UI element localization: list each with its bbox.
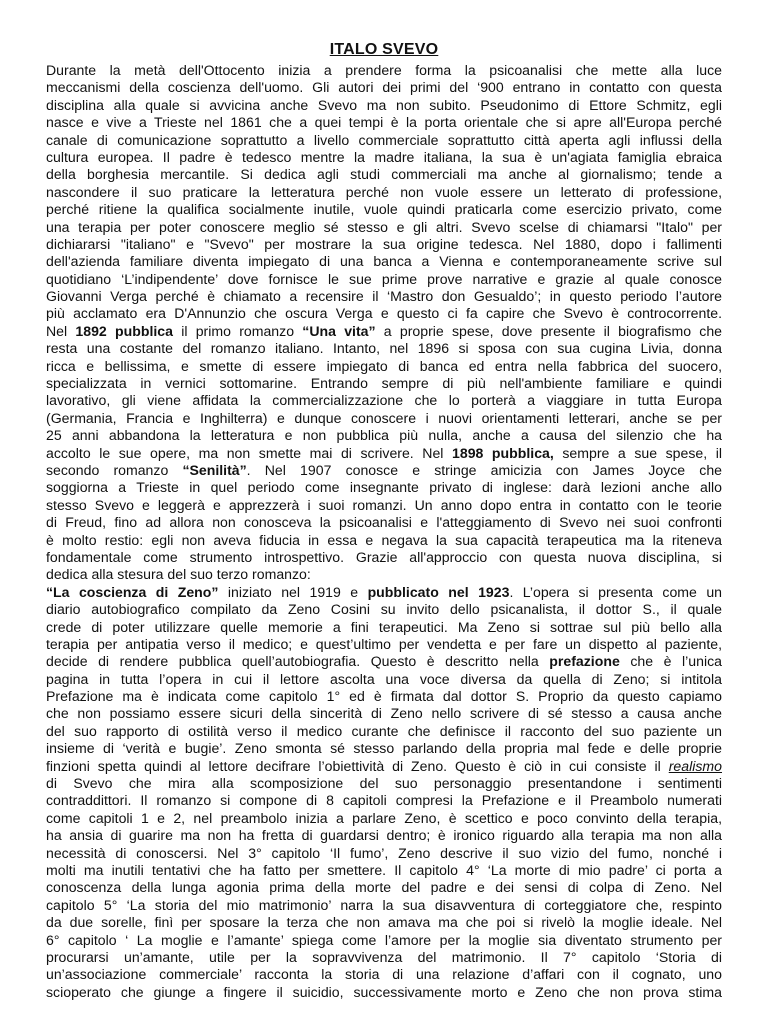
text-line [46, 305, 722, 322]
text-segment: crede di poter utilizzare quelle memorie a fini terapeutici. Ma Zeno si sottrae sul più bello alla [46, 618, 722, 635]
text-segment: specializzata in vernici sottomarine. Entrando sempre di più nell'ambiente familiare e quindi [46, 375, 722, 392]
text-segment: che è l’unica [619, 653, 722, 670]
text-segment: diario autobiografico compilato da Zeno Cosini su invito dello psicanalista, il dottor S., il quale [46, 601, 722, 618]
text-line [46, 792, 722, 809]
text-segment: cultura europea. Il padre è tedesco mentre la madre italiana, la sua è un'agiata famiglia ebraica [46, 148, 722, 165]
text-line [46, 601, 722, 618]
text-line [46, 705, 722, 722]
text-line [46, 740, 722, 757]
text-line [46, 323, 722, 340]
text-segment: conoscenza della lunga agonia prima della morte del padre e dei sensi di colpa di Zeno. Nel [46, 879, 722, 896]
text-line [46, 392, 722, 409]
text-segment: perché ritiene la qualifica socialmente inutile, vuole quindi praticarla come esercizio privato, come [46, 201, 722, 218]
bold-text: “Senilità” [182, 461, 247, 478]
text-segment: sempre a sue spese, il [553, 444, 722, 461]
text-line [46, 271, 722, 288]
text-segment: stesso Svevo e leggerà e apprezzerà i suoi romanzi. Un anno dopo entra in contatto con le teorie [46, 496, 722, 513]
text-segment: più acclamato era D'Annunzio che oscura Verga e questo ci fa capire che Svevo è controcorrente. [46, 305, 722, 322]
text-line [46, 62, 722, 79]
text-segment: finzioni spetta quindi al lettore decifrare l’obiettività di Zeno. Questo è ciò in cui consiste il [46, 757, 669, 774]
text-segment: 6° capitolo ‘ La moglie e l’amante’ spiega come l’amore per la moglie sia diventato strumento per [46, 931, 722, 948]
text-line [46, 949, 722, 966]
text-line [46, 166, 722, 183]
text-line [46, 619, 722, 636]
text-line [46, 132, 722, 149]
text-line [46, 879, 722, 896]
text-line [46, 827, 722, 844]
text-line [46, 114, 722, 131]
text-segment: il primo romanzo [172, 322, 303, 339]
text-line [46, 184, 722, 201]
text-line [46, 253, 722, 270]
bold-text: pubblicato nel 1923 [367, 583, 510, 600]
text-segment: dedica alla stesura del suo terzo romanzo: [46, 566, 311, 583]
text-line [46, 236, 722, 253]
text-segment: Durante la metà dell'Ottocento inizia a prendere forma la psicoanalisi che mette alla luce [46, 62, 722, 78]
text-segment: del suo rapporto di ostilità verso il medico curante che definisce il racconto del suo paziente un [46, 722, 722, 739]
text-line [46, 479, 722, 496]
text-segment: come capitoli 1 e 2, nel preambolo inizia a parlare Zeno, è scettico e poco convinto della terapia, [46, 809, 722, 826]
text-line [46, 97, 722, 114]
text-line [46, 358, 722, 375]
text-segment: ha ansia di guarire ma non ha fretta di guardarsi dentro; è ironico riguardo alla terapia ma non alla [46, 827, 722, 844]
text-segment: che non possiamo essere sicuri della sincerità di Zeno nello scrivere di sé stesso a causa anche [46, 705, 722, 722]
text-line [46, 688, 722, 705]
text-segment: nasce e vive a Trieste nel 1861 che a quei tempi è la porta orientale che si apre all'Europa perché [46, 114, 722, 131]
text-line [46, 653, 722, 670]
text-line [46, 810, 722, 827]
text-line [46, 201, 722, 218]
bold-text: “La coscienza di Zeno” [46, 583, 219, 600]
text-segment: di Svevo che mira alla scomposizione del suo personaggio presentandone i sentimenti [46, 775, 722, 792]
text-segment: capitolo 5° ‘La storia del mio matrimonio’ narra la sua disavventura di corteggiatore che, respinto [46, 896, 722, 913]
document-page [46, 40, 722, 1001]
text-line [46, 288, 722, 305]
text-line [46, 862, 722, 879]
text-line [46, 340, 722, 357]
text-segment: accolto le sue opere, ma non smette mai di scrivere. Nel [46, 444, 453, 461]
text-line [46, 914, 722, 931]
text-segment: contraddittori. Il romanzo si compone di 8 capitoli compresi la Prefazione e il Preambolo numerati [46, 792, 722, 809]
text-segment: ricca e bellissima, e smette di essere impiegato di banca ed entra nella fabbrica del suocero, [46, 357, 722, 374]
text-segment: necessità di conoscersi. Nel 3° capitolo ‘Il fumo’, Zeno descrive il suo vizio del fumo, nonché i [46, 844, 722, 861]
text-segment: dell'azienda familiare diventa impiegato di una banca a Vienna e contemporaneamente scrive sul [46, 253, 722, 270]
text-segment: a proprie spese, dove presente il biografismo che [375, 322, 723, 339]
text-segment: è molto restio: egli non aveva fiducia in essa e negava la sua capacità terapeutica ma la riteneva [46, 531, 722, 548]
text-line [46, 497, 722, 514]
text-segment: pagina in tutta l’opera in cui il lettore ascolta una voce diversa da quella di Zeno; si intitola [46, 670, 722, 687]
text-segment: secondo romanzo [46, 461, 183, 478]
text-line [46, 636, 722, 653]
document-body [46, 62, 722, 1001]
text-line [46, 966, 722, 983]
text-segment: terapia per antipatia verso il medico; e quest’ultimo per vendetta e per fare un dispetto al paziente, [46, 635, 722, 652]
bold-text: “Una vita” [302, 322, 376, 339]
text-line [46, 427, 722, 444]
bold-text: 1898 pubblica, [452, 444, 554, 461]
text-segment: di Freud, fino ad allora non conosceva la psicoanalisi e l'atteggiamento di Svevo nei suoi confronti [46, 514, 722, 531]
text-line [46, 584, 722, 601]
text-segment: scioperato che giunge a fingere il suicidio, successivamente morto e Zeno che non prova stima [46, 983, 722, 1000]
text-line [46, 549, 722, 566]
text-segment: disciplina alla quale si avvicina anche Svevo ma non subito. Pseudonimo di Ettore Schmitz, egli [46, 96, 722, 113]
text-segment: della borghesia mercantile. Si dedica agli studi commerciali ma anche al giornalismo; tende a [46, 166, 722, 183]
text-segment: Giovanni Verga perché è chiamato a recensire il ‘Mastro don Gesualdo’; in questo periodo l’autore [46, 288, 722, 305]
text-segment: Nel [46, 322, 76, 339]
text-line [46, 79, 722, 96]
text-line [46, 932, 722, 949]
text-line [46, 410, 722, 427]
text-segment: quotidiano ‘L’indipendente’ dove fornisce le sue prime prove narrative e grazie al quale conosce [46, 270, 722, 287]
text-segment: soggiorna a Trieste in quel periodo come insegnante privato di inglese: darà lezioni anche allo [46, 479, 722, 496]
text-segment: dichiararsi "italiano" e "Svevo" per mostrare la sua origine tedesca. Nel 1880, dopo i fallimenti [46, 235, 722, 252]
text-line [46, 845, 722, 862]
text-segment: . L’opera si presenta come un [509, 583, 722, 600]
text-segment: fondamentale come strumento introspettivo. Grazie all'approccio con questa nuova disciplina, si [46, 548, 722, 565]
text-segment: nascondere il suo praticare la letteratura perché non vuole essere un letterato di professione, [46, 183, 722, 200]
text-segment: iniziato nel 1919 e [218, 583, 368, 600]
text-segment: canale di comunicazione soprattutto a livello commerciale soprattutto città aperta agli influssi della [46, 131, 722, 148]
text-line [46, 566, 722, 583]
bold-text: 1892 pubblica [75, 322, 173, 339]
text-line [46, 445, 722, 462]
text-line [46, 149, 722, 166]
text-line [46, 775, 722, 792]
text-line [46, 532, 722, 549]
text-segment: 25 anni abbandona la letteratura e non pubblica più nulla, anche a causa del silenzio che ha [46, 427, 722, 444]
text-segment: . Nel 1907 conosce e stringe amicizia con James Joyce che [246, 461, 722, 478]
text-segment: decide di rendere pubblica quell’autobiografia. Questo è descritto nella [46, 653, 550, 670]
text-segment: lavorativo, gli viene affidata la commercializzazione che lo porterà a viaggiare in tutta Europa [46, 392, 722, 409]
text-segment: Prefazione ma è indicata come capitolo 1° ed è firmata dal dottor S. Proprio da questo capiamo [46, 688, 722, 705]
text-line [46, 462, 722, 479]
text-line [46, 984, 722, 1001]
text-line [46, 671, 722, 688]
text-line [46, 758, 722, 775]
text-segment: resta una costante del romanzo italiano. Intanto, nel 1896 si sposa con sua cugina Livia, donna [46, 340, 722, 357]
text-segment: insieme di ‘verità e bugie’. Zeno smonta sé stesso parlando della propria mal fede e delle proprie [46, 740, 722, 757]
text-segment: molti ma inutili tentativi che ha fatto per smettere. Il capitolo 4° ‘La morte di mio padre’ ci porta a [46, 861, 722, 878]
text-segment: un’associazione commerciale’ racconta la storia di una relazione d’affari con il cognato, uno [46, 966, 722, 983]
text-segment: da due sorelle, finì per sposare la terza che non amava ma che poi si rivelò la moglie ideale. Nel [46, 914, 722, 931]
bold-text: prefazione [549, 653, 620, 670]
text-line [46, 514, 722, 531]
text-segment: (Germania, Francia e Inghilterra) e dunque conoscere i nuovi orientamenti letterari, anche se per [46, 409, 722, 426]
text-line [46, 375, 722, 392]
text-line [46, 219, 722, 236]
document-title: ITALO SVEVO [329, 41, 439, 58]
text-line [46, 723, 722, 740]
text-segment: procurarsi un’amante, utile per la sopravvivenza del matrimonio. Il 7° capitolo ‘Storia di [46, 948, 722, 965]
emphasis-text: realismo [668, 757, 722, 774]
text-segment: una terapia per poter conoscere meglio sé stesso e gli altri. Svevo scelse di chiamarsi "Italo" per [46, 218, 722, 235]
text-segment: meccanismi della coscienza dell'uomo. Gli autori dei primi del ‘900 entrano in contatto con questa [46, 79, 722, 96]
text-line [46, 897, 722, 914]
